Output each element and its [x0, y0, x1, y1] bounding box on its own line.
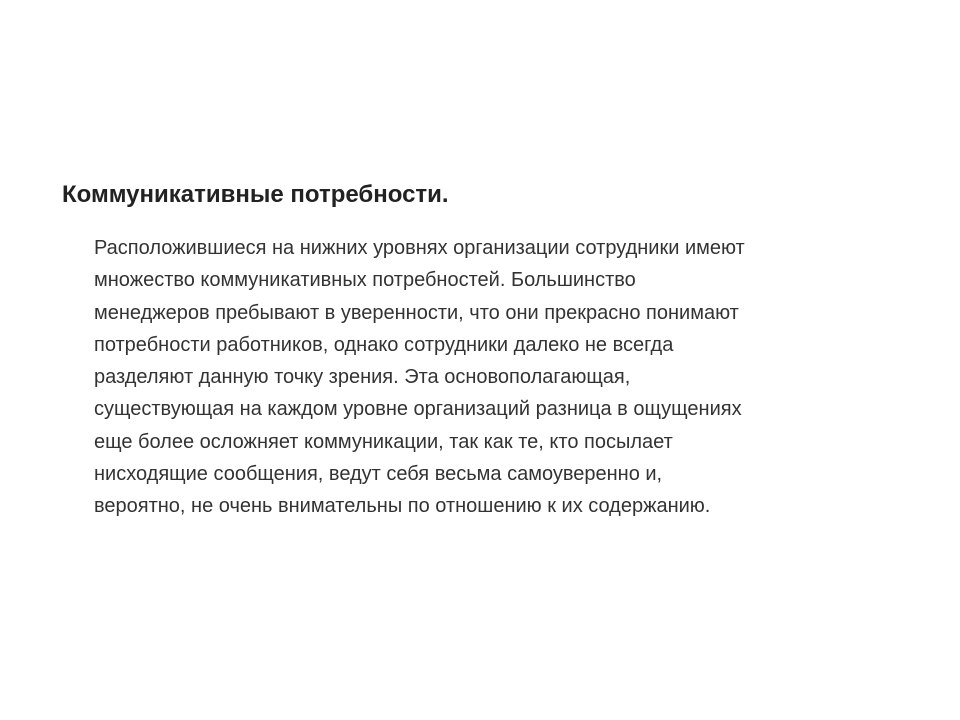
paragraph-line: множество коммуникативных потребностей. Большинство [94, 269, 636, 292]
paragraph-line: разделяют данную точку зрения. Эта основополагающая, [94, 366, 631, 389]
paragraph-line: существующая на каждом уровне организаций разница в ощущениях [94, 398, 742, 421]
paragraph-line: еще более осложняет коммуникации, так как те, кто посылает [94, 430, 673, 453]
paragraph-line: вероятно, не очень внимательны по отношению к их содержанию. [94, 495, 711, 518]
paragraph-line: менеджеров пребывают в уверенности, что они прекрасно понимают [94, 301, 739, 324]
paragraph-line: потребности работников, однако сотрудники далеко не всегда [94, 333, 674, 356]
body-paragraph [94, 232, 914, 523]
slide-title: Коммуникативные потребности. [62, 181, 449, 208]
paragraph-line: Расположившиеся на нижних уровнях организации сотрудники имеют [94, 237, 745, 259]
paragraph-line: нисходящие сообщения, ведут себя весьма самоуверенно и, [94, 463, 663, 486]
